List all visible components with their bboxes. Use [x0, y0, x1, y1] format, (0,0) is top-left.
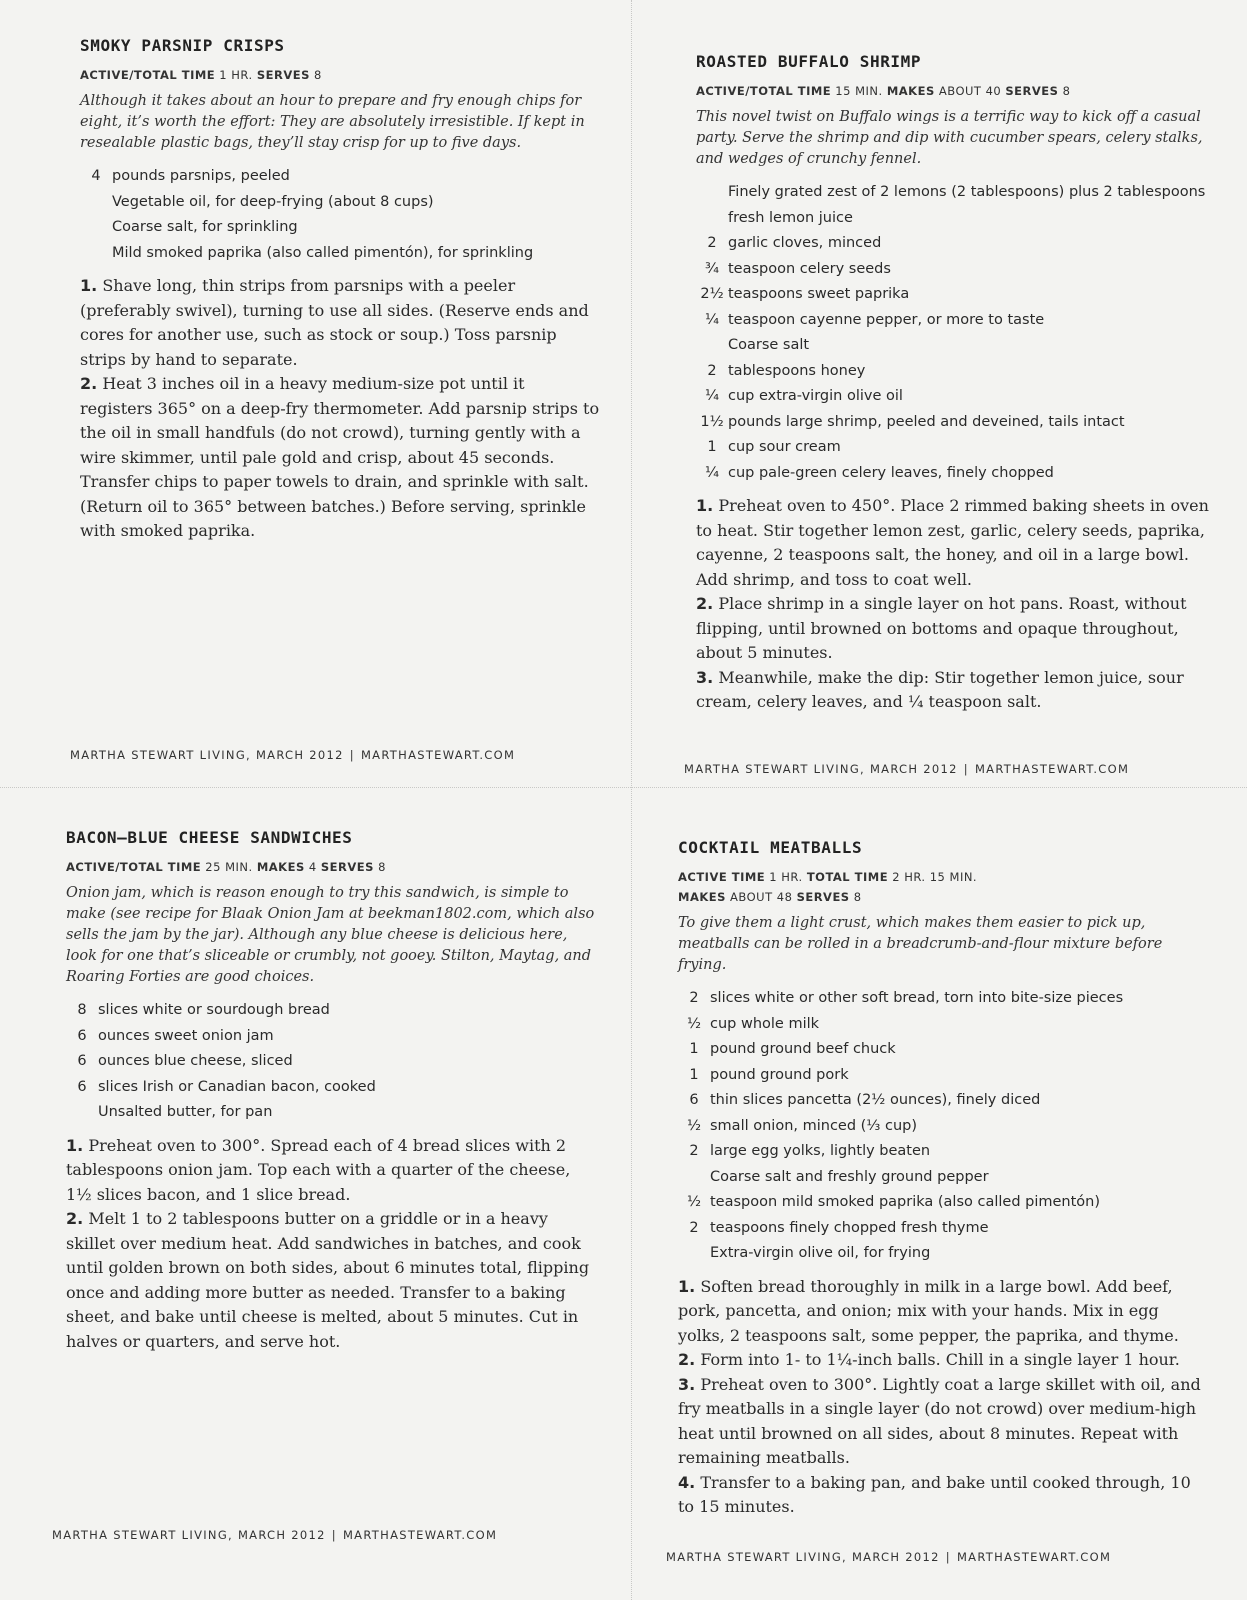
meta-label: TOTAL TIME	[806, 870, 889, 884]
method-step	[80, 372, 600, 544]
ingredient-text: ounces blue cheese, sliced	[98, 1053, 293, 1069]
method-step	[696, 494, 1214, 592]
meta-label: SERVES	[1005, 84, 1059, 98]
method-step	[80, 274, 600, 372]
ingredient-text: cup extra-virgin olive oil	[728, 388, 903, 404]
method-step	[696, 592, 1214, 666]
ingredient-qty: ½	[686, 1194, 702, 1210]
ingredient-qty	[80, 241, 112, 267]
ingredient-item	[696, 384, 1214, 410]
ingredient-item	[696, 231, 1214, 257]
ingredient-text: cup whole milk	[710, 1015, 820, 1032]
meta-value: 25 MIN.	[201, 860, 257, 874]
ingredient-item	[80, 241, 600, 267]
ingredient-qty	[80, 215, 112, 241]
ingredient-qty	[696, 333, 728, 359]
ingredient-text: Vegetable oil, for deep-frying (about 8 cups)	[112, 193, 434, 210]
ingredient-text: pounds large shrimp, peeled and deveined, tails intact	[728, 413, 1125, 430]
ingredient-item	[80, 215, 600, 241]
ingredient-item	[66, 1049, 600, 1075]
step-list	[696, 494, 1214, 715]
ingredient-text: teaspoons sweet paprika	[728, 286, 910, 302]
meta-value: ABOUT 40	[934, 84, 1006, 98]
step-text: Meanwhile, make the dip: Stir together lemon juice, sour cream, celery leaves, and ¼ teaspoon salt.	[696, 667, 1184, 711]
step-number: 1.	[66, 1135, 84, 1155]
ingredient-item	[678, 1216, 1202, 1242]
ingredient-item	[678, 1190, 1202, 1216]
ingredient-text: pound ground beef chuck	[710, 1041, 896, 1057]
ingredient-text: teaspoons finely chopped fresh thyme	[710, 1219, 989, 1236]
ingredient-item	[678, 1139, 1202, 1165]
step-number: 1.	[696, 496, 714, 515]
meta-value: 15 MIN.	[831, 84, 887, 98]
meta-value: 8	[1058, 84, 1071, 98]
ingredient-item	[678, 1037, 1202, 1063]
ingredient-qty: ¼	[704, 388, 720, 404]
ingredient-qty: ½	[686, 1117, 702, 1134]
step-number: 1.	[80, 276, 98, 295]
ingredient-qty: 8	[77, 1002, 87, 1018]
ingredient-qty: 2½	[700, 286, 724, 302]
step-text: Transfer to a baking pan, and bake until cooked through, 10 to 15 minutes.	[678, 1472, 1191, 1516]
recipe-card-smoky-parsnip-crisps	[80, 36, 600, 544]
ingredient-text: Coarse salt, for sprinkling	[112, 219, 298, 235]
ingredient-item	[678, 986, 1202, 1012]
recipe-meta	[678, 867, 1202, 907]
ingredient-item	[696, 333, 1214, 359]
ingredient-qty	[66, 1100, 98, 1126]
meta-value: 2 HR. 15 MIN.	[888, 870, 978, 884]
meta-label: ACTIVE/TOTAL TIME	[66, 860, 202, 874]
meta-value: ABOUT 48	[725, 890, 797, 904]
ingredient-qty	[80, 190, 112, 216]
method-step	[66, 1207, 600, 1354]
ingredient-item	[696, 410, 1214, 436]
ingredient-text: Unsalted butter, for pan	[98, 1104, 273, 1120]
ingredient-qty: ¼	[704, 464, 720, 481]
step-text: Soften bread thoroughly in milk in a large bowl. Add beef, pork, pancetta, and onion; mix with your hands. Mix in egg yolks, 2 teaspoons salt, some pepper, the paprika, and thyme.	[678, 1276, 1179, 1345]
meta-value: 8	[373, 860, 386, 874]
ingredient-list	[678, 986, 1202, 1267]
ingredient-qty: ¼	[704, 311, 720, 328]
ingredient-qty: 1½	[700, 413, 724, 430]
ingredient-text: cup pale-green celery leaves, finely chopped	[728, 464, 1054, 481]
ingredient-text: Finely grated zest of 2 lemons (2 tablespoons) plus 2 tablespoons fresh lemon juice	[728, 184, 1206, 226]
ingredient-item	[678, 1012, 1202, 1038]
ingredient-item	[678, 1088, 1202, 1114]
ingredient-item	[678, 1241, 1202, 1267]
meta-line	[66, 857, 600, 877]
meta-value: 8	[309, 68, 322, 82]
step-number: 2.	[66, 1209, 84, 1228]
ingredient-item	[66, 1024, 600, 1050]
step-number: 3.	[678, 1374, 696, 1394]
ingredient-text: Coarse salt	[728, 337, 810, 353]
meta-label: MAKES	[256, 860, 305, 874]
meta-line	[678, 887, 1202, 907]
ingredient-text: small onion, minced (⅓ cup)	[710, 1117, 917, 1134]
ingredient-qty: 2	[689, 1219, 699, 1236]
ingredient-text: cup sour cream	[728, 439, 841, 455]
ingredient-item	[678, 1165, 1202, 1191]
footer-source: MARTHA STEWART LIVING, MARCH 2012	[666, 1550, 940, 1564]
recipe-title: SMOKY PARSNIP CRISPS	[80, 36, 285, 55]
footer-separator: |	[945, 1550, 951, 1564]
ingredient-item	[80, 190, 600, 216]
step-number: 1.	[678, 1276, 696, 1296]
ingredient-qty: 6	[77, 1027, 87, 1044]
ingredient-item	[678, 1114, 1202, 1140]
method-step	[678, 1373, 1202, 1471]
meta-label: ACTIVE/TOTAL TIME	[80, 68, 216, 82]
footer-website: MARTHASTEWART.COM	[974, 762, 1130, 776]
step-text: Preheat oven to 450°. Place 2 rimmed baking sheets in oven to heat. Stir together lemon zest, garlic, celery seeds, paprika, cayenne, 2 teaspoons salt, the honey, and oil in a large bowl. Add shrimp, and toss to coat well.	[696, 496, 1209, 589]
step-list	[80, 274, 600, 544]
card-footer	[684, 762, 1129, 776]
meta-label: SERVES	[320, 860, 374, 874]
ingredient-qty: 2	[707, 362, 717, 379]
step-number: 2.	[696, 594, 714, 613]
step-text: Melt 1 to 2 tablespoons butter on a griddle or in a heavy skillet over medium heat. Add sandwiches in batches, and cook until golden brown on both sides, about 6 minutes total, flipping once and adding more butter as needed. Transfer to a baking sheet, and bake until cheese is melted, about 5 minutes. Cut in halves or quarters, and serve hot.	[66, 1209, 590, 1351]
ingredient-text: pounds parsnips, peeled	[112, 168, 290, 184]
ingredient-qty	[678, 1165, 710, 1191]
meta-label: ACTIVE/TOTAL TIME	[696, 84, 832, 98]
ingredient-item	[696, 308, 1214, 334]
recipe-title: ROASTED BUFFALO SHRIMP	[696, 52, 922, 71]
recipe-card-roasted-buffalo-shrimp	[696, 52, 1214, 715]
meta-label: MAKES	[886, 84, 935, 98]
ingredient-qty: 1	[689, 1041, 699, 1057]
step-number: 4.	[678, 1472, 696, 1492]
footer-source: MARTHA STEWART LIVING, MARCH 2012	[684, 762, 958, 776]
method-step	[678, 1348, 1202, 1373]
recipe-meta	[66, 857, 600, 877]
step-list	[66, 1134, 600, 1355]
ingredient-qty: ½	[686, 1015, 702, 1032]
method-step	[678, 1275, 1202, 1349]
step-text: Heat 3 inches oil in a heavy medium-size pot until it registers 365° on a deep-fry thermometer. Add parsnip strips to the oil in small handfuls (do not crowd), turning gently with a wire skimmer, until pale gold and crisp, about 45 seconds. Transfer chips to paper towels to drain, and sprinkle with salt. (Return oil to 365° between batches.) Before serving, sprinkle with smoked paprika.	[80, 374, 600, 540]
ingredient-item	[696, 282, 1214, 308]
meta-line	[80, 65, 600, 85]
ingredient-text: ounces sweet onion jam	[98, 1027, 274, 1044]
ingredient-item	[678, 1063, 1202, 1089]
ingredient-item	[696, 461, 1214, 487]
ingredient-item	[696, 257, 1214, 283]
footer-separator: |	[331, 1528, 337, 1542]
horizontal-fold-line	[0, 787, 1247, 788]
footer-source: MARTHA STEWART LIVING, MARCH 2012	[52, 1528, 326, 1542]
ingredient-qty: 2	[707, 235, 717, 251]
recipe-title: COCKTAIL MEATBALLS	[678, 838, 863, 857]
ingredient-qty: ¾	[704, 260, 720, 277]
step-text: Preheat oven to 300°. Spread each of 4 bread slices with 2 tablespoons onion jam. Top each with a quarter of the cheese, 1½ slices bacon, and 1 slice bread.	[66, 1135, 571, 1204]
recipe-title: BACON–BLUE CHEESE SANDWICHES	[66, 828, 353, 847]
ingredient-item	[66, 1100, 600, 1126]
meta-line	[696, 81, 1214, 101]
ingredient-qty: 6	[689, 1092, 699, 1108]
recipe-meta	[696, 81, 1214, 101]
ingredient-text: garlic cloves, minced	[728, 235, 882, 251]
ingredient-text: teaspoon cayenne pepper, or more to taste	[728, 311, 1045, 328]
ingredient-item	[66, 1075, 600, 1101]
method-step	[678, 1471, 1202, 1520]
ingredient-list	[66, 998, 600, 1126]
ingredient-list	[80, 164, 600, 266]
ingredient-item	[696, 435, 1214, 461]
step-text: Place shrimp in a single layer on hot pans. Roast, without flipping, until browned on bottoms and opaque throughout, about 5 minutes.	[696, 594, 1187, 662]
meta-label: SERVES	[256, 68, 310, 82]
footer-separator: |	[963, 762, 969, 776]
ingredient-text: Extra-virgin olive oil, for frying	[710, 1245, 931, 1261]
ingredient-text: tablespoons honey	[728, 362, 866, 379]
step-number: 2.	[80, 374, 98, 393]
meta-value: 1 HR.	[765, 870, 807, 884]
footer-separator: |	[349, 748, 355, 762]
recipe-meta	[80, 65, 600, 85]
recipe-intro: Although it takes about an hour to prepare and fry enough chips for eight, it’s worth the effort: They are absolutely irresistible. If kept in resealable plastic bags, they’ll stay crisp for up to five days.	[80, 93, 585, 151]
footer-website: MARTHASTEWART.COM	[360, 748, 516, 762]
meta-value: 4	[304, 860, 321, 874]
ingredient-item	[80, 164, 600, 190]
ingredient-text: slices white or other soft bread, torn into bite-size pieces	[710, 990, 1124, 1006]
ingredient-text: slices white or sourdough bread	[98, 1002, 330, 1018]
step-text: Preheat oven to 300°. Lightly coat a large skillet with oil, and fry meatballs in a single layer (do not crowd) over medium-high heat until browned on all sides, about 8 minutes. Repeat with remaining meatballs.	[678, 1374, 1201, 1467]
card-footer	[666, 1550, 1111, 1564]
footer-source: MARTHA STEWART LIVING, MARCH 2012	[70, 748, 344, 762]
ingredient-qty: 1	[707, 439, 717, 455]
step-list	[678, 1275, 1202, 1520]
ingredient-qty: 6	[77, 1078, 87, 1095]
ingredient-text: teaspoon mild smoked paprika (also called pimentón)	[710, 1194, 1100, 1210]
method-step	[66, 1134, 600, 1208]
ingredient-qty: 2	[689, 990, 699, 1006]
recipe-intro: Onion jam, which is reason enough to try this sandwich, is simple to make (see recipe for Blaak Onion Jam at beekman1802.com, which also sells the jam by the jar). Although any blue cheese is delicious here, look for one that’s sliceable or crumbly, not gooey. Stilton, Maytag, and Roaring Forties are good choices.	[66, 885, 595, 985]
ingredient-text: pound ground pork	[710, 1066, 849, 1083]
ingredient-text: large egg yolks, lightly beaten	[710, 1143, 931, 1159]
step-number: 2.	[678, 1350, 696, 1369]
ingredient-text: thin slices pancetta (2½ ounces), finely diced	[710, 1092, 1041, 1108]
footer-website: MARTHASTEWART.COM	[956, 1550, 1112, 1564]
ingredient-item	[696, 359, 1214, 385]
step-number: 3.	[696, 667, 714, 687]
ingredient-item	[696, 180, 1214, 231]
meta-label: SERVES	[796, 890, 850, 904]
ingredient-list	[696, 180, 1214, 486]
vertical-fold-line	[631, 0, 632, 1600]
meta-label: ACTIVE TIME	[678, 870, 766, 884]
recipe-intro: To give them a light crust, which makes them easier to pick up, meatballs can be rolled in a breadcrumb-and-flour mixture before frying.	[678, 915, 1163, 973]
step-text: Form into 1- to 1¼-inch balls. Chill in a single layer 1 hour.	[700, 1350, 1180, 1369]
ingredient-qty: 1	[689, 1066, 699, 1083]
ingredient-qty	[678, 1241, 710, 1267]
recipe-card-cocktail-meatballs	[678, 838, 1202, 1520]
ingredient-qty: 4	[91, 168, 101, 184]
method-step	[696, 666, 1214, 715]
ingredient-qty: 2	[689, 1143, 699, 1159]
ingredient-item	[66, 998, 600, 1024]
recipe-card-bacon-blue-cheese-sandwiches	[66, 828, 600, 1354]
ingredient-text: slices Irish or Canadian bacon, cooked	[98, 1078, 376, 1095]
card-footer	[52, 1528, 497, 1542]
footer-website: MARTHASTEWART.COM	[342, 1528, 498, 1542]
ingredient-text: Mild smoked paprika (also called pimentón), for sprinkling	[112, 244, 534, 261]
meta-label: MAKES	[678, 890, 726, 904]
card-footer	[70, 748, 515, 762]
ingredient-text: teaspoon celery seeds	[728, 260, 891, 277]
step-text: Shave long, thin strips from parsnips with a peeler (preferably swivel), turning to use all sides. (Reserve ends and cores for another use, such as stock or soup.) Toss parsnip strips by hand to separate.	[80, 276, 589, 369]
ingredient-text: Coarse salt and freshly ground pepper	[710, 1168, 989, 1185]
meta-value: 1 HR.	[215, 68, 257, 82]
meta-value: 8	[849, 890, 862, 904]
ingredient-qty: 6	[77, 1053, 87, 1069]
ingredient-qty	[696, 180, 728, 231]
meta-line	[678, 867, 1202, 887]
recipe-intro: This novel twist on Buffalo wings is a terrific way to kick off a casual party. Serve the shrimp and dip with cucumber spears, celery stalks, and wedges of crunchy fennel.	[696, 109, 1203, 167]
